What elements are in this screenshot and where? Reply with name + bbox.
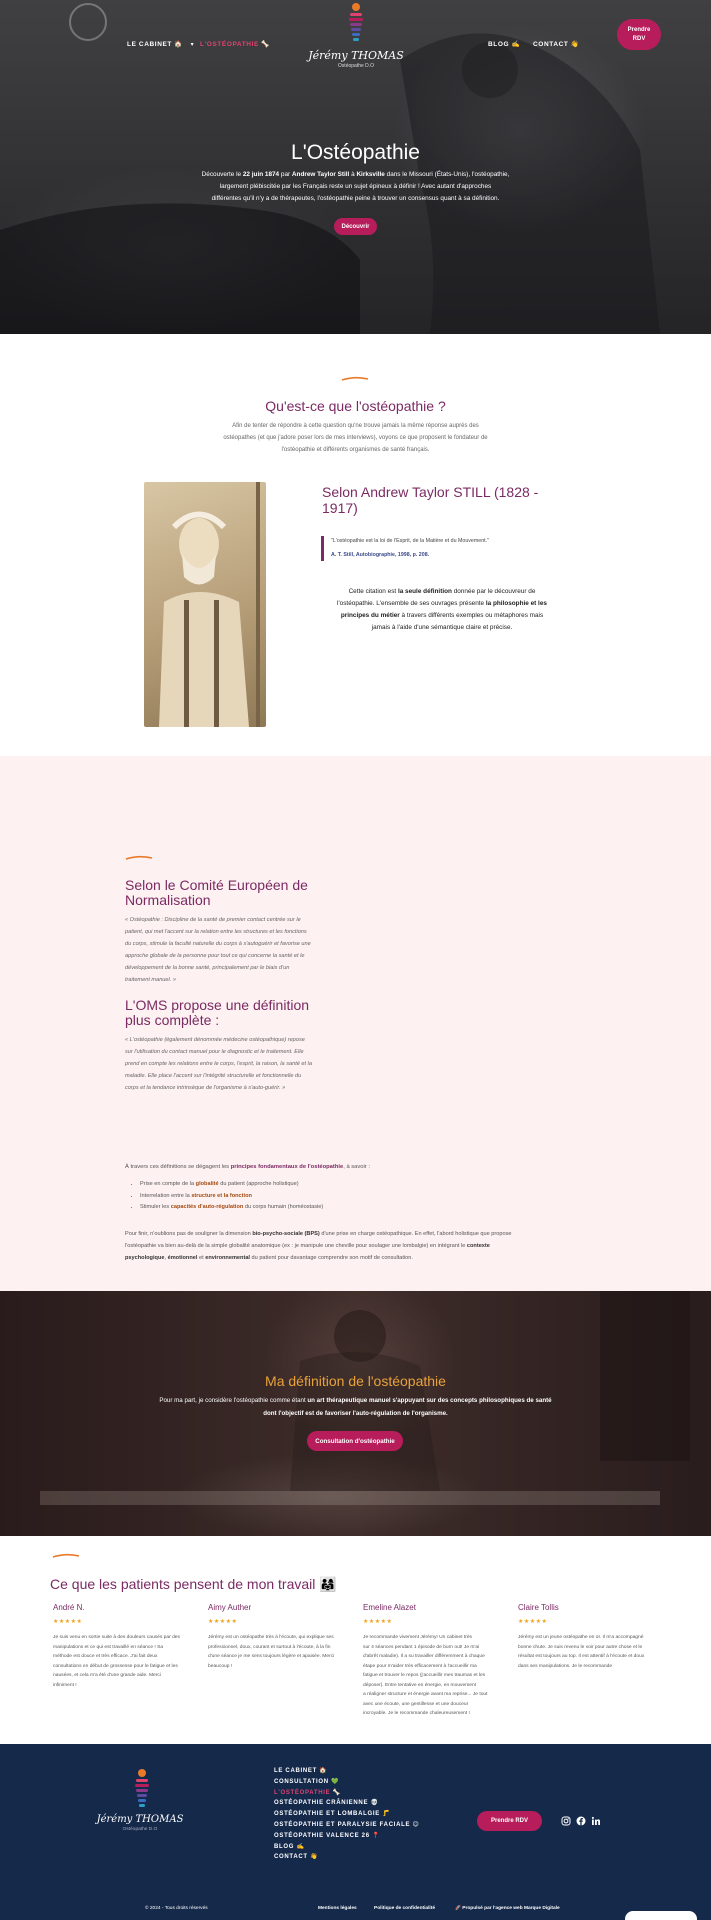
cen-title: Selon le Comité Européen de Normalisation bbox=[125, 877, 308, 908]
nav-link-cabinet[interactable]: LE CABINET 🏠 bbox=[127, 41, 184, 48]
bps-paragraph: Pour finir, n'oublions pas de souligner la dimension bio-psycho-sociale (BPS) d'une prise en charge ostéopathique. En effet, l'abord holistique que propose l'ostéopathie va bien au-delà de la simple globalité anatomique (ex : je manipule une cheville pour soulager une lombalgie) en intégrant le contexte psychologique, émotionnel et environnemental du patient pour davantage comprendre son motif de consultation. bbox=[125, 1231, 512, 1261]
my-definition-text: Pour ma part, je considère l'ostéopathie comme étant un art thérapeutique manuel s'appuyant sur des concepts philosophiques de santé dont l'objectif est de favoriser l'auto-régulation de l'organisme. bbox=[159, 1397, 552, 1417]
review-text: Jérémy est un jeune ostéopathe en or. Il m'a accompagné bonne chute. Je suis revenu le voir pour autre chose et le résultat est toujours au top. Il est attentif à l'écoute et doux dans ses manipulations. Je le recommande bbox=[518, 1635, 645, 1669]
linkedin-icon[interactable] bbox=[591, 1816, 601, 1826]
footer-link-paralysie[interactable]: OSTÉOPATHIE ET PARALYSIE FACIALE 😊 bbox=[274, 1821, 420, 1828]
nav-item-osteopathie[interactable] bbox=[200, 33, 270, 51]
footer-link-cranienne[interactable]: OSTÉOPATHIE CRÂNIENNE 💀 bbox=[274, 1800, 379, 1807]
footer-link-cabinet[interactable]: LE CABINET 🏠 bbox=[274, 1768, 328, 1774]
review-author: Aimy Auther bbox=[208, 1603, 252, 1612]
list-item: • Interrelation entre la structure et la fonction bbox=[140, 1191, 323, 1203]
consultation-button[interactable]: Consultation d'ostéopathie bbox=[307, 1431, 403, 1451]
list-item: • Prise en compte de la globalité du patient (approche holistique) bbox=[140, 1179, 323, 1191]
footer-menu bbox=[274, 1766, 420, 1863]
cen-definition: « Ostéopathie : Discipline de la santé de premier contact centrée sur le patient, qui met l'accent sur la relation entre les structures et les fonctions du corps, stimule la faculté naturelle du corps à s'autoguérir et favorise une approche globale de la personne pour tout ce qui concerne la santé et le développement de la bonne santé, principalement par le biais d'un traitement manuel. » bbox=[125, 917, 311, 983]
still-quote: "L'ostéopathie est la loi de l'Esprit, de la Matière et du Mouvement." bbox=[331, 538, 490, 544]
list-item: • Stimuler les capacités d'auto-régulation du corps humain (homéostasie) bbox=[140, 1202, 323, 1214]
nav-item-contact[interactable] bbox=[533, 33, 580, 51]
header-rdv-button[interactable]: Prendre RDV bbox=[617, 19, 661, 50]
discover-button[interactable]: Découvrir bbox=[334, 218, 377, 235]
hero-section bbox=[0, 0, 711, 334]
orange-swoosh-icon bbox=[125, 855, 153, 861]
principles-list bbox=[140, 1179, 323, 1214]
hero-intro-line-2: largement plébiscitée par les Français reste un sujet épineux à définir ! Avec autant d'approches bbox=[219, 183, 492, 190]
privacy-link[interactable]: Politique de confidentialité bbox=[374, 1906, 436, 1911]
site-logo[interactable] bbox=[326, 2, 386, 51]
spine-logo-icon bbox=[125, 1768, 159, 1812]
orange-swoosh-icon bbox=[52, 1553, 80, 1559]
review-author: Claire Tollis bbox=[518, 1603, 559, 1612]
copyright: © 2024 - Tous droits réservés bbox=[145, 1906, 208, 1911]
nav-link-osteopathie[interactable]: L'OSTÉOPATHIE 🦴 bbox=[200, 41, 271, 48]
family-emoji-icon: 👨‍👩‍👧 bbox=[319, 1576, 337, 1592]
orange-swoosh-icon bbox=[341, 376, 369, 382]
cookie-widget-tab[interactable] bbox=[625, 1911, 697, 1920]
spine-logo-icon bbox=[339, 2, 373, 46]
my-definition-section bbox=[0, 1291, 711, 1536]
star-rating-icon: ★★★★★ bbox=[53, 1619, 83, 1625]
what-is-line-2: ostéopathes (et que j'adore poser lors de mes interviews), voyons ce que proposent le fondateur de bbox=[223, 435, 488, 441]
still-quote-source: A. T. Still, Autobiographie, 1998, p. 208. bbox=[331, 552, 430, 558]
review-card bbox=[363, 1603, 503, 1719]
star-rating-icon: ★★★★★ bbox=[208, 1619, 238, 1625]
oms-title: L'OMS propose une définition plus complète : bbox=[125, 997, 310, 1028]
nav-link-contact[interactable]: CONTACT 👋 bbox=[533, 41, 580, 48]
footer-logo-name: Jérémy THOMAS bbox=[96, 1814, 184, 1825]
hero-intro-line-1: Découverte le 22 juin 1874 par Andrew Taylor Still à Kirksville dans le Missouri (États-Unis), l'ostéopathie, bbox=[201, 171, 510, 178]
footer-link-valence[interactable]: OSTÉOPATHIE VALENCE 26 📍 bbox=[274, 1832, 381, 1839]
still-title: Selon Andrew Taylor STILL (1828 - 1917) bbox=[322, 484, 539, 516]
andrew-still-portrait bbox=[144, 482, 266, 727]
star-rating-icon: ★★★★★ bbox=[363, 1619, 393, 1625]
logo-name: Jérémy THOMAS bbox=[308, 49, 404, 62]
review-card bbox=[53, 1603, 193, 1690]
footer-link-contact[interactable]: CONTACT 👋 bbox=[274, 1854, 319, 1861]
footer-link-lombalgie[interactable]: OSTÉOPATHIE ET LOMBALGIE 🦵 bbox=[274, 1811, 391, 1818]
what-is-line-3: l'ostéopathie et différents organismes de santé français. bbox=[281, 447, 430, 453]
site-footer bbox=[0, 1744, 711, 1920]
review-text: Je suis venu en sortie suite à des douleurs causés par des manipulations et ce qui est travaillé en séance ! Sa méthode est douce et très efficace. J'ai fait deux consultations en début de grossesse pour le fatigue et les nausées, et cela m'a été d'une grande aide. Merci infiniment ! bbox=[53, 1635, 180, 1688]
review-author: Emeline Alazet bbox=[363, 1603, 416, 1612]
chevron-down-icon: ▾ bbox=[190, 42, 194, 48]
footer-rdv-button[interactable]: Prendre RDV bbox=[477, 1811, 542, 1831]
what-is-line-1: Afin de tenter de répondre à cette question qu'ne trouve jamais la même réponse auprès des bbox=[232, 423, 479, 429]
footer-logo-subtitle: Ostéopathe D.O bbox=[122, 1827, 158, 1832]
footer-logo[interactable] bbox=[125, 1768, 159, 1817]
review-card bbox=[208, 1603, 348, 1671]
review-card bbox=[518, 1603, 658, 1671]
legal-link[interactable]: Mentions légales bbox=[318, 1906, 357, 1911]
nav-item-cabinet[interactable] bbox=[127, 33, 194, 51]
footer-link-blog[interactable]: BLOG ✍️ bbox=[274, 1843, 305, 1850]
what-is-title: Qu'est-ce que l'ostéopathie ? bbox=[265, 398, 446, 414]
hero-title: L'Ostéopathie bbox=[291, 141, 420, 164]
footer-link-osteopathie[interactable]: L'OSTÉOPATHIE 🦴 bbox=[274, 1789, 341, 1796]
nav-item-blog[interactable] bbox=[488, 33, 520, 51]
reviews-title: Ce que les patients pensent de mon travail 👨‍👩‍👧 bbox=[50, 1576, 337, 1592]
hero-intro-line-3: différentes qu'il n'y a de thérapeutes, l'ostéopathie peine à trouver un consensus quant à sa définition. bbox=[211, 195, 500, 202]
review-text: Je recommande vivement Jérémy! Un cabinet très sur 4 séances pendant 1 épisode de burn out! Je m'ai d'abrêt maladie). Il a su travailler différemment à chaque étape pour m'aider très efficacement à l'accueillir ma fatigue et trouver le repos (j'accueillir mes traumas et les déposer). Entre tentative en énergie, en mouvement a réaligner structure et énergie avant ma reprise... Je tout avec une écoute, une gentillesse et une douceur incroyable. Je le recommande chaleureusement ! bbox=[363, 1635, 488, 1716]
footer-link-consultation[interactable]: CONSULTATION 💚 bbox=[274, 1778, 340, 1785]
principles-intro: À travers ces définitions se dégagent les principes fondamentaux de l'ostéopathie, à savoir : bbox=[125, 1164, 370, 1170]
review-text: Jérémy est un ostéopathe très à l'écoute, qui explique ses professionnel, doux, courant et surtout à l'écoute, à la fin d'une séance je me sens toujours légère et apaisée. Merci beaucoup ! bbox=[208, 1635, 335, 1669]
nav-link-blog[interactable]: BLOG ✍️ bbox=[488, 41, 521, 48]
quote-bar bbox=[321, 536, 324, 561]
review-author: André N. bbox=[53, 1603, 85, 1612]
instagram-icon[interactable] bbox=[561, 1816, 571, 1826]
my-definition-title: Ma définition de l'ostéopathie bbox=[265, 1373, 446, 1389]
star-rating-icon: ★★★★★ bbox=[518, 1619, 548, 1625]
definitions-section bbox=[0, 756, 711, 1291]
logo-subtitle: Ostéopathe D.O bbox=[337, 63, 375, 69]
oms-definition: « L'ostéopathie (également dénommée médecine ostéopathique) repose sur l'utilisation du contact manuel pour le diagnostic et le traitement. Elle prend en compte les relations entre le corps, l'esprit, la raison, la santé et la maladie. Elle place l'accent sur l'intégrité structurelle et fonctionnelle du corps et la tendance intrinsèque de l'organisme à s'auto-guérir. » bbox=[125, 1037, 313, 1091]
still-text: Cette citation est la seule définition donnée par le découvreur de l'ostéopathie. L'ensemble de ses ouvrages présente la philosophie et les principes du métier à travers différents exemples ou métaphores mais jamais à l'aide d'une sémantique claire et précise. bbox=[337, 588, 547, 631]
agency-credit-link[interactable]: 🚀 Propulsé par l'agence web Marque Digitale bbox=[455, 1906, 560, 1911]
facebook-icon[interactable] bbox=[576, 1816, 586, 1826]
